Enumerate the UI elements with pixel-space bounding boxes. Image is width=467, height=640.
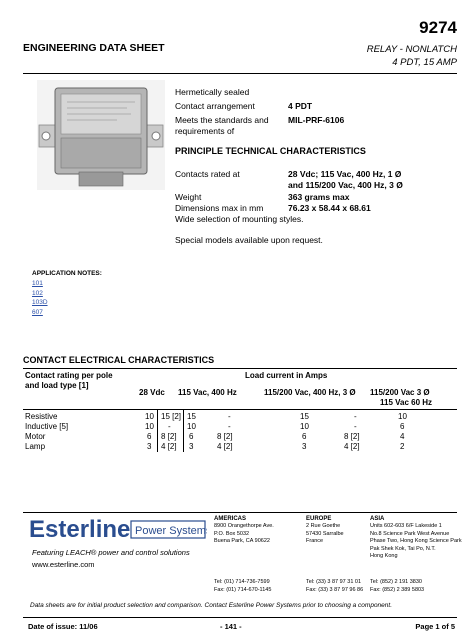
europe-line: 57430 Sarralbe xyxy=(306,530,344,537)
cell: 4 xyxy=(400,432,405,441)
europe-fax: Fax: (33) 3 87 97 96 86 xyxy=(306,587,364,593)
col-115vac: 115 Vac, 400 Hz xyxy=(178,388,237,397)
col-28vdc: 28 Vdc xyxy=(139,388,165,397)
app-note-link-101[interactable]: 101 xyxy=(32,280,43,287)
app-note-link-103d[interactable]: 103D xyxy=(32,299,48,306)
asia-title: ASIA xyxy=(370,516,385,522)
principle-title: PRINCIPLE TECHNICAL CHARACTERISTICS xyxy=(175,146,366,156)
header-rule xyxy=(23,73,457,74)
cell: 6 xyxy=(400,422,405,431)
asia-address xyxy=(370,516,462,560)
cell: - xyxy=(354,422,357,431)
relay-rating: 4 PDT, 15 AMP xyxy=(392,57,457,68)
weight-label: Weight xyxy=(175,192,202,202)
cell: - xyxy=(228,412,231,421)
asia-line: Pak Shek Kok, Tai Po, N.T. xyxy=(370,545,436,552)
contact-arrangement-value: 4 PDT xyxy=(288,101,313,111)
load-header: Load current in Amps xyxy=(245,371,328,380)
relay-type: RELAY - NONLATCH xyxy=(366,44,457,55)
asia-fax: Fax: (852) 2 389 5803 xyxy=(370,587,425,593)
cell: 6 xyxy=(147,432,152,441)
contacts-value-1: 28 Vdc; 115 Vac, 400 Hz, 1 Ø xyxy=(288,169,402,179)
cell: 10 xyxy=(187,422,196,431)
weight-value: 363 grams max xyxy=(288,192,350,202)
cell: 2 xyxy=(400,442,405,451)
special-models-text: Special models available upon request. xyxy=(175,235,323,245)
cell: 8 [2] xyxy=(217,432,233,441)
americas-line: Buena Park, CA 90622 xyxy=(214,538,270,545)
svg-text:Power Systems: Power Systems xyxy=(135,525,207,537)
cell: 15 [2] xyxy=(161,412,182,421)
cell: 10 xyxy=(145,412,154,421)
table-top-rule xyxy=(23,368,457,369)
europe-line: 2 Rue Goethe xyxy=(306,523,341,530)
cell: 15 xyxy=(187,412,196,421)
cell: 6 xyxy=(189,432,194,441)
relay-photo xyxy=(37,80,165,190)
disclaimer: Data sheets are for initial product selection and comparison. Contact Esterline Power Systems prior to choosing a component. xyxy=(30,602,393,609)
col-separator xyxy=(183,410,184,452)
cell: - xyxy=(354,412,357,421)
cell: 10 xyxy=(398,412,407,421)
europe-address xyxy=(306,516,344,546)
asia-line: Hong Kong xyxy=(370,553,398,560)
americas-line: 8900 Orangethorpe Ave. xyxy=(214,523,274,530)
europe-tel: Tel: (33) 3 87 97 31 01 xyxy=(306,579,362,585)
cell: 8 [2] xyxy=(344,432,360,441)
esterline-logo xyxy=(27,512,207,546)
cell: 3 xyxy=(147,442,152,451)
row-header-2: and load type [1] xyxy=(25,381,89,390)
mounting-text: Wide selection of mounting styles. xyxy=(175,214,304,224)
row-label-inductive: Inductive [5] xyxy=(25,422,69,431)
americas-line: P.O. Box 5032 xyxy=(214,530,250,537)
application-notes xyxy=(32,270,102,317)
row-header-1: Contact rating per pole xyxy=(25,371,113,380)
part-number: 9274 xyxy=(419,18,457,37)
dimensions-value: 76.23 x 58.44 x 68.61 xyxy=(288,203,371,213)
contacts-label: Contacts rated at xyxy=(175,169,240,179)
cell: - xyxy=(228,422,231,431)
europe-line: France xyxy=(306,538,324,545)
bottom-rule xyxy=(23,617,457,618)
cell: 6 xyxy=(302,432,307,441)
dimensions-label: Dimensions max in mm xyxy=(175,203,264,213)
cell: - xyxy=(168,422,171,431)
cell: 3 xyxy=(189,442,194,451)
meets-label-2: requirements of xyxy=(175,126,235,136)
asia-line: Phase Two, Hong Kong Science Park xyxy=(370,538,462,545)
featuring-text: Featuring LEACH® power and control solutions xyxy=(32,548,190,557)
application-notes-title: APPLICATION NOTES: xyxy=(32,270,102,277)
cell: 4 [2] xyxy=(161,442,177,451)
col-separator xyxy=(157,410,158,452)
americas-fax: Fax: (01) 714-670-1145 xyxy=(214,587,272,593)
meets-value: MIL-PRF-6106 xyxy=(288,115,345,125)
europe-title: EUROPE xyxy=(306,516,332,522)
meets-label-1: Meets the standards and xyxy=(175,115,269,125)
cell: 10 xyxy=(145,422,154,431)
col-3ph-2: 115 Vac 60 Hz xyxy=(380,398,433,407)
hermetic-text: Hermetically sealed xyxy=(175,87,250,97)
cell: 8 [2] xyxy=(161,432,177,441)
row-label-motor: Motor xyxy=(25,432,46,441)
contact-arrangement-label: Contact arrangement xyxy=(175,101,255,111)
page-count: Page 1 of 5 xyxy=(415,622,455,631)
cec-title: CONTACT ELECTRICAL CHARACTERISTICS xyxy=(23,355,215,365)
svg-text:Esterline: Esterline xyxy=(29,516,131,543)
cell: 4 [2] xyxy=(344,442,360,451)
asia-line: Units 602-603 6/F Lakeside 1 xyxy=(370,523,442,530)
cell: 4 [2] xyxy=(217,442,233,451)
cell: 15 xyxy=(300,412,309,421)
sheet-title: ENGINEERING DATA SHEET xyxy=(23,42,165,54)
website-link[interactable]: www.esterline.com xyxy=(32,560,95,569)
contacts-value-2: and 115/200 Vac, 400 Hz, 3 Ø xyxy=(288,180,403,190)
asia-line: No.8 Science Park West Avenue xyxy=(370,530,450,537)
americas-tel: Tel: (01) 714-736-7599 xyxy=(214,579,270,585)
table-header-rule xyxy=(23,409,457,410)
cell: 10 xyxy=(300,422,309,431)
col-115-200vac: 115/200 Vac, 400 Hz, 3 Ø xyxy=(264,388,356,397)
asia-tel: Tel: (852) 2 191 3830 xyxy=(370,579,422,585)
cell: 3 xyxy=(302,442,307,451)
col-3ph-1: 115/200 Vac 3 Ø xyxy=(370,388,430,397)
page-marker: - 141 - xyxy=(220,622,242,631)
americas-title: AMERICAS xyxy=(214,516,247,522)
app-note-link-102[interactable]: 102 xyxy=(32,289,43,297)
americas-address xyxy=(214,516,274,546)
app-note-link-607[interactable]: 607 xyxy=(32,308,43,316)
issue-date: Date of issue: 11/06 xyxy=(28,622,98,631)
row-label-lamp: Lamp xyxy=(25,442,46,451)
row-label-resistive: Resistive xyxy=(25,412,58,421)
